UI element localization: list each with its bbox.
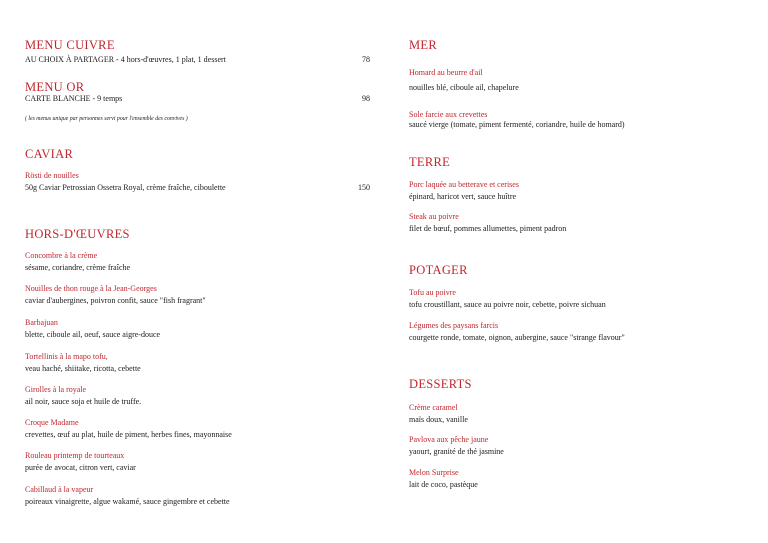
- item-description: lait de coco, pastèque: [409, 480, 478, 489]
- item-description: courgette ronde, tomate, oignon, aubergine, sauce "strange flavour": [409, 333, 625, 342]
- menu-or-description: CARTE BLANCHE - 9 temps: [25, 94, 123, 103]
- potager-title: POTAGER: [409, 263, 468, 277]
- menu-item: [25, 385, 370, 407]
- item-name: Nouilles de thon rouge à la Jean-Georges: [25, 284, 157, 293]
- item-description: tofu croustillant, sauce au poivre noir, cebette, poivre sichuan: [409, 300, 606, 309]
- menu-item: [409, 435, 749, 457]
- menu-item: [25, 418, 370, 440]
- menu-or-section: [25, 80, 370, 123]
- menu-item: [409, 68, 749, 93]
- item-description: caviar d'aubergines, poivron confit, sauce "fish fragrant": [25, 296, 206, 305]
- caviar-section: [25, 147, 370, 193]
- menu-or-row: [25, 94, 370, 104]
- item-description: purée de avocat, citron vert, caviar: [25, 463, 136, 472]
- item-description: sésame, coriandre, crème fraîche: [25, 263, 131, 272]
- menu-item: [409, 403, 749, 425]
- item-name: Crème caramel: [409, 403, 458, 412]
- menu-item: [25, 318, 370, 340]
- menu-note: ( les menus unique par personnes servi pour l'ensemble des convives ): [25, 116, 188, 122]
- hors-doeuvres-section: [25, 227, 370, 506]
- item-description: ail noir, sauce soja et huile de truffe.: [25, 397, 142, 406]
- item-description: poireaux vinaigrette, algue wakamé, sauce gingembre et cebette: [25, 497, 230, 506]
- menu-or-title: MENU OR: [25, 80, 85, 94]
- menu-item: [409, 180, 749, 202]
- menu-or-price: 98: [362, 94, 370, 103]
- item-description: blette, ciboule ail, oeuf, sauce aigre-douce: [25, 330, 161, 339]
- caviar-item-name: Rösti de nouilles: [25, 171, 79, 180]
- item-description: saucé vierge (tomate, piment fermenté, coriandre, huile de homard): [409, 120, 625, 129]
- item-name: Rouleau printemp de tourteaux: [25, 451, 125, 460]
- item-name: Sole farcie aux crevettes: [409, 110, 488, 119]
- item-name: Girolles à la royale: [25, 385, 87, 394]
- menu-cuivre-section: [25, 38, 370, 65]
- item-description: veau haché, shiitake, ricotta, cebette: [25, 364, 141, 373]
- menu-item: [409, 288, 749, 310]
- desserts-title: DESSERTS: [409, 377, 472, 391]
- item-description: crevettes, œuf au plat, huile de piment, herbes fines, mayonnaise: [25, 430, 232, 439]
- item-name: Croque Madame: [25, 418, 79, 427]
- menu-item: [409, 468, 749, 490]
- caviar-title: CAVIAR: [25, 147, 74, 161]
- menu-cuivre-price: 78: [362, 55, 370, 64]
- item-description: filet de bœuf, pommes allumettes, piment padron: [409, 224, 567, 233]
- menu-cuivre-description: AU CHOIX À PARTAGER - 4 hors-d'œuvres, 1 plat, 1 dessert: [25, 55, 226, 64]
- desserts-section: [409, 377, 749, 489]
- menu-item: [25, 485, 370, 507]
- hors-doeuvres-title: HORS-D'ŒUVRES: [25, 227, 130, 241]
- menu-cuivre-row: [25, 55, 370, 65]
- item-name: Légumes des paysans farcis: [409, 321, 499, 330]
- item-description: maïs doux, vanille: [409, 415, 468, 424]
- item-description: yaourt, granité de thé jasmine: [409, 447, 504, 456]
- menu-cuivre-title: MENU CUIVRE: [25, 38, 115, 52]
- mer-section: [409, 38, 749, 129]
- menu-item: [25, 352, 370, 374]
- caviar-item-description: 50g Caviar Petrossian Ossetra Royal, crème fraîche, ciboulette: [25, 183, 226, 192]
- item-name: Concombre à la crème: [25, 251, 98, 260]
- item-name: Steak au poivre: [409, 212, 459, 221]
- item-name: Homard au beurre d'ail: [409, 68, 483, 77]
- menu-item: [409, 321, 749, 343]
- terre-section: [409, 155, 749, 233]
- caviar-price: 150: [358, 183, 370, 192]
- mer-title: MER: [409, 38, 437, 52]
- menu-item: [25, 451, 370, 473]
- item-name: Tofu au poivre: [409, 288, 456, 297]
- item-name: Pavlova aux pêche jaune: [409, 435, 489, 444]
- menu-item: [25, 251, 370, 273]
- item-name: Cabillaud à la vapeur: [25, 485, 94, 494]
- item-name: Porc laquée au betterave et cerises: [409, 180, 519, 189]
- item-description: nouilles blé, ciboule ail, chapelure: [409, 83, 519, 92]
- menu-item: [409, 110, 749, 130]
- potager-section: [409, 263, 749, 342]
- menu-item: [409, 212, 749, 234]
- caviar-item-row: [25, 183, 370, 193]
- item-name: Barbajuan: [25, 318, 58, 327]
- terre-title: TERRE: [409, 155, 451, 169]
- item-name: Tortellinis à la mapo tofu,: [25, 352, 108, 361]
- menu-item: [25, 284, 370, 306]
- item-name: Melon Surprise: [409, 468, 459, 477]
- item-description: épinard, haricot vert, sauce huître: [409, 192, 517, 201]
